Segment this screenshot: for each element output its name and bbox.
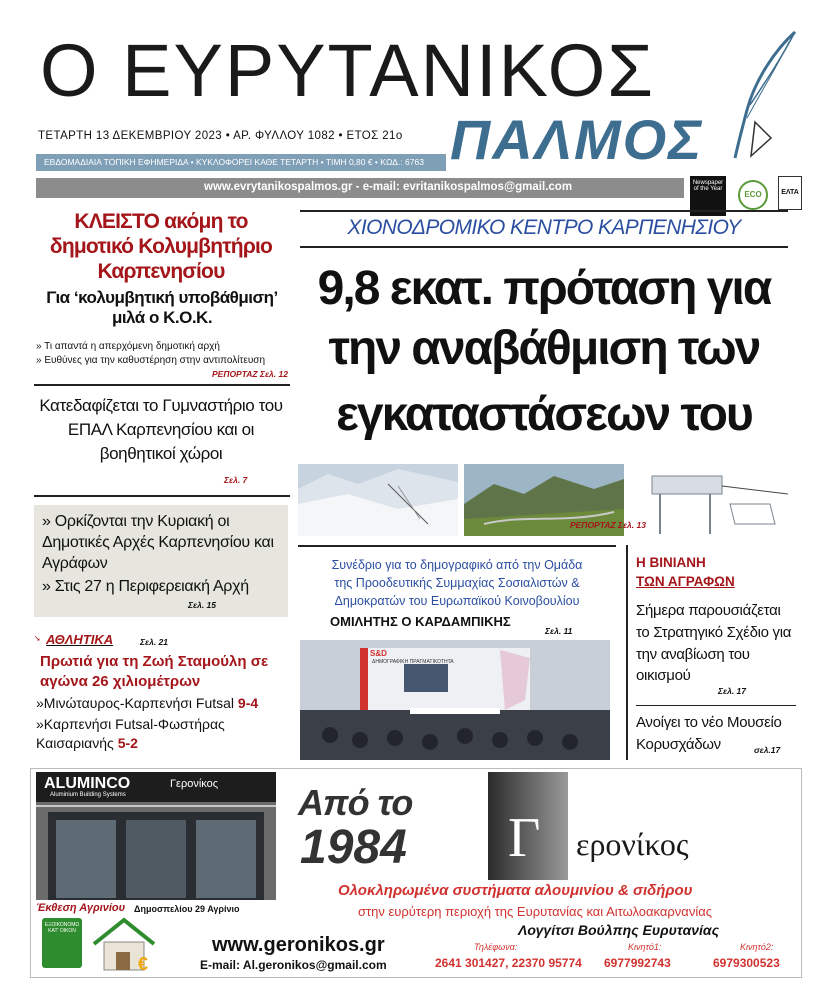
sports-page-ref: Σελ. 21 bbox=[140, 637, 168, 647]
eco-home-label: ΕΞΟΙΚΟΝΟΜΩ ΚΑΤ' ΟΙΚΟΝ bbox=[44, 922, 80, 934]
conference-line-3: Δημοκρατών του Ευρωπαϊκού Κοινοβουλίου bbox=[334, 594, 580, 609]
sports-headline[interactable]: Πρωτιά για τη Ζωή Σταμούλη σε αγώνα 26 χιλιομέτρων bbox=[40, 653, 269, 690]
sports-score-1: 9-4 bbox=[237, 695, 259, 711]
mobile2-label: Κινητό2: bbox=[740, 942, 774, 952]
oath-bullet-1[interactable]: » Ορκίζονται την Κυριακή οι Δημοτικές Αρχές Καρπενησίου και Αγράφων bbox=[42, 513, 274, 572]
house-euro-icon bbox=[90, 914, 158, 972]
pool-page-ref: ΡΕΠΟΡΤΑΖ Σελ. 12 bbox=[212, 369, 288, 379]
pool-subheadline: Για ‘κολυμβητική υποβάθμιση’ μιλά ο Κ.Ο.Κ. bbox=[46, 288, 278, 328]
conference-teaser[interactable] bbox=[298, 556, 616, 610]
gym-page-ref: Σελ. 7 bbox=[224, 475, 248, 485]
museum-text[interactable]: Ανοίγει το νέο Μουσείο Κορυσχάδων bbox=[636, 714, 782, 753]
pool-bullet-2: » Ευθύνες για την καθυστέρηση στην αντιπολίτευση bbox=[36, 355, 266, 366]
elta-label: ΕΛΤΑ bbox=[781, 189, 799, 196]
ad-tagline: Ολοκληρωμένα συστήματα αλουμινίου & σιδήρου bbox=[338, 882, 693, 899]
conference-line-2: της Προοδευτικής Συμμαχίας Σοσιαλιστών & bbox=[334, 576, 580, 591]
main-kicker: ΧΙΟΝΟΔΡΟΜΙΚΟ ΚΕΝΤΡΟ ΚΑΡΠΕΝΗΣΙΟΥ bbox=[347, 216, 741, 239]
museum-page-ref: σελ.17 bbox=[754, 745, 781, 755]
sports-result-2-text: »Καρπενήσι Futsal-Φωστήρας Καισαριανής bbox=[36, 716, 225, 751]
eco-badge bbox=[738, 180, 768, 210]
main-photo-ref: ΡΕΠΟΡΤΑΖ Σελ. 13 bbox=[570, 520, 646, 530]
sports-result-1-text: »Μινώταυρος-Καρπενήσι Futsal bbox=[36, 695, 235, 711]
dateline: ΤΕΤΑΡΤΗ 13 ΔΕΚΕΜΒΡΙΟΥ 2023 • ΑΡ. ΦΥΛΛΟΥ 1082 • ΕΤΟΣ 21ο bbox=[38, 130, 403, 142]
main-headline-line-3[interactable]: εγκαταστάσεων του bbox=[336, 388, 752, 441]
ad-since: Από το bbox=[298, 782, 413, 823]
sports-label-text: ΑΘΛΗΤΙΚΑ bbox=[46, 632, 114, 647]
elta-badge bbox=[778, 176, 802, 210]
ad-region: στην ευρύτερη περιοχή της Ευρυτανίας και Αιτωλοακαρνανίας bbox=[358, 904, 712, 919]
mobile1-label: Κινητό1: bbox=[628, 942, 662, 952]
quill-feather-icon bbox=[725, 30, 805, 160]
ad-year: 1984 bbox=[300, 821, 407, 874]
viniani-text[interactable]: Σήμερα παρουσιάζεται το Στρατηγικό Σχέδιο για την αναβίωση του οικισμού bbox=[636, 602, 792, 685]
pool-headline[interactable]: ΚΛΕΙΣΤΟ ακόμη το δημοτικό Κολυμβητήριο Καρπενησίου bbox=[49, 210, 273, 283]
viniani-page-ref: Σελ. 17 bbox=[718, 686, 746, 696]
arrow-icon: ➘ bbox=[34, 634, 41, 643]
masthead-title: Ο ΕΥΡΥΤΑΝΙΚΟΣ bbox=[40, 29, 656, 112]
sports-score-2: 5-2 bbox=[117, 734, 138, 751]
ad-location: Λογγίτσι Βούλπης Ευρυτανίας bbox=[518, 922, 720, 938]
store-sign: ALUMINCO bbox=[44, 775, 131, 792]
masthead-subtitle: ΠΑΛΜΟΣ bbox=[450, 108, 704, 171]
conference-speaker: ΟΜΙΛΗΤΗΣ Ο ΚΑΡΔΑΜΠΙΚΗΣ bbox=[330, 614, 511, 629]
divider bbox=[34, 495, 290, 497]
ad-email[interactable]: E-mail: Al.geronikos@gmail.com bbox=[200, 958, 387, 972]
mobile1-number[interactable]: 6977992743 bbox=[604, 956, 671, 970]
divider bbox=[34, 384, 290, 386]
badge-text: Newspaper of the Year bbox=[692, 180, 724, 192]
viniani-label-1: Η ΒΙΝΙΑΝΗ bbox=[636, 555, 706, 570]
slide-brand: S&D bbox=[370, 649, 387, 658]
eco-home-badge bbox=[42, 918, 82, 968]
store-address: Δημοσπελίου 29 Αγρίνιο bbox=[134, 904, 240, 914]
main-headline-line-1[interactable]: 9,8 εκατ. πρόταση για bbox=[317, 262, 771, 315]
pool-bullet-1: » Τι απαντά η απερχόμενη δημοτική αρχή bbox=[36, 341, 220, 352]
conference-hall-photo bbox=[300, 640, 610, 760]
sports-result-2 bbox=[36, 715, 286, 753]
web-bar[interactable]: www.evrytanikospalmos.gr - e-mail: evritanikospalmos@gmail.com bbox=[36, 178, 684, 198]
eco-label: ECO bbox=[744, 190, 762, 199]
main-headline-line-2[interactable]: την αναβάθμιση των bbox=[328, 322, 760, 375]
ski-slope-photo bbox=[298, 464, 458, 536]
sports-label bbox=[46, 632, 113, 647]
ad-website[interactable]: www.geronikos.gr bbox=[212, 934, 385, 956]
info-bar: ΕΒΔΟΜΑΔΙΑΙΑ ΤΟΠΙΚΗ ΕΦΗΜΕΡΙΔΑ • ΚΥΚΛΟΦΟΡΕΙ ΚΑΘΕ ΤΕΤΑΡΤΗ • ΤΙΜΗ 0,80 € • ΚΩΔ.: 6763 bbox=[36, 154, 446, 171]
store-sign-name: Γερονίκος bbox=[170, 778, 219, 790]
store-sign-sub: Aluminium Building Systems bbox=[50, 792, 126, 798]
brand-name: ερονίκος bbox=[576, 826, 689, 862]
viniani-label bbox=[636, 554, 735, 592]
slide-title: ΔΗΜΟΓΡΑΦΙΚΗ ΠΡΑΓΜΑΤΙΚΟΤΗΤΑ bbox=[372, 659, 454, 665]
sports-result-1 bbox=[36, 695, 258, 711]
conference-page-ref: Σελ. 11 bbox=[545, 626, 573, 636]
viniani-label-2: ΤΩΝ ΑΓΡΑΦΩΝ bbox=[636, 573, 735, 589]
svg-text:€: € bbox=[138, 954, 149, 972]
oath-page-ref: Σελ. 15 bbox=[188, 600, 216, 610]
conference-line-1: Συνέδριο για το δημογραφικό από την Ομάδα bbox=[331, 558, 583, 572]
phone-label: Τηλέφωνα: bbox=[474, 942, 518, 952]
gym-headline[interactable]: Κατεδαφίζεται το Γυμναστήριο του ΕΠΑΛ Καρπενησίου και οι βοηθητικοί χώροι bbox=[39, 396, 283, 463]
phone-numbers[interactable]: 2641 301427, 22370 95774 bbox=[435, 956, 582, 970]
oath-bullet-2[interactable]: » Στις 27 η Περιφερειακή Αρχή bbox=[42, 578, 249, 595]
store-caption: Έκθεση Αγρινίου bbox=[36, 902, 126, 914]
logo-letter: Γ bbox=[508, 807, 541, 869]
mobile2-number[interactable]: 6979300523 bbox=[713, 956, 780, 970]
chairlift-render-photo bbox=[630, 464, 790, 536]
